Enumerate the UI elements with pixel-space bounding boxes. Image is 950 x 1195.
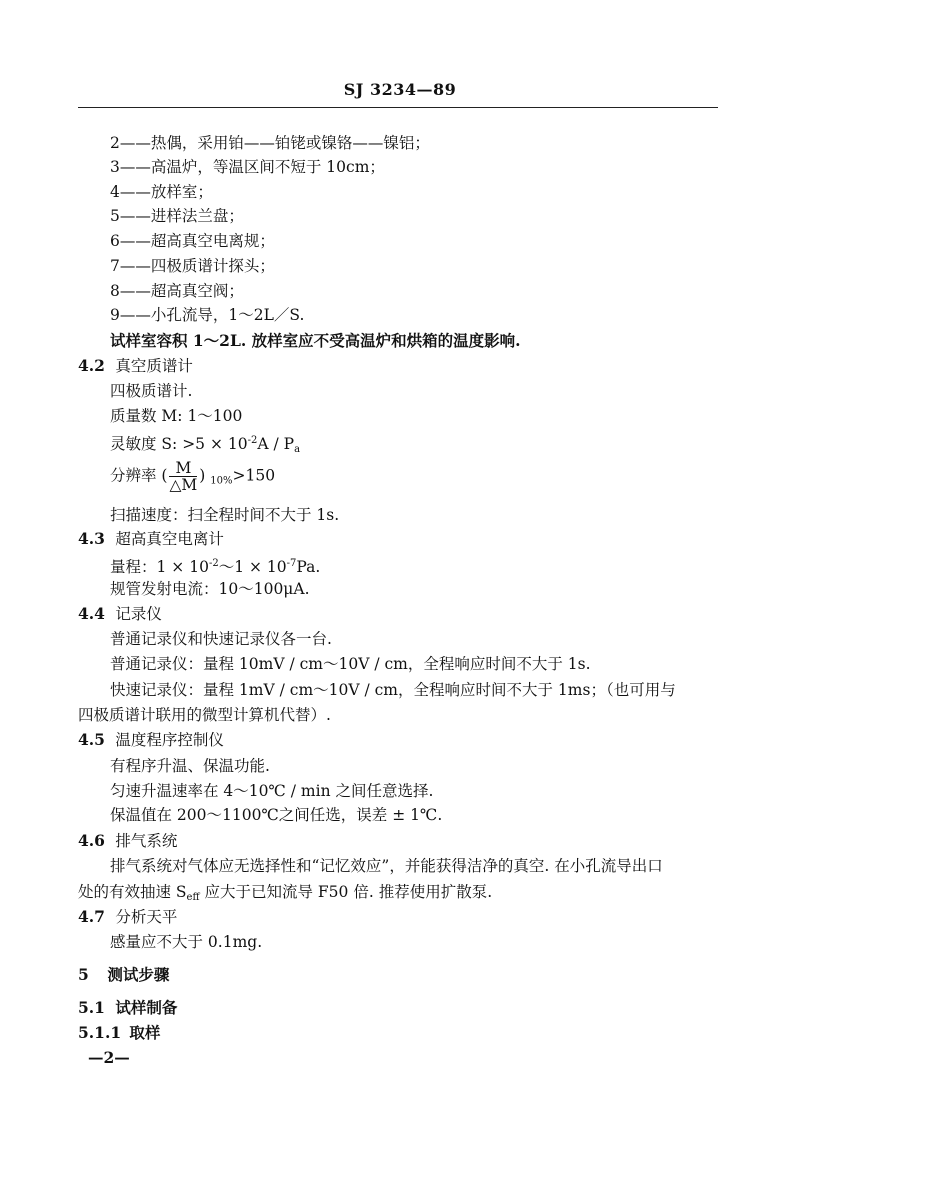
s45-line-1: 有程序升温、保温功能. <box>110 757 270 775</box>
section-4-3-heading <box>78 529 224 549</box>
page-number: —2— <box>88 1048 130 1067</box>
section-number: 4.5 <box>78 730 105 749</box>
range-part-b: ～1 × 10 <box>218 558 287 576</box>
sensitivity-exponent: -2 <box>247 435 258 446</box>
section-number: 4.6 <box>78 831 105 850</box>
document-code-header: SJ 3234—89 <box>343 80 457 99</box>
section-title: 超高真空电离计 <box>115 530 224 548</box>
section-number: 4.2 <box>78 356 105 375</box>
legend-item-6: 6——超高真空电离规； <box>110 232 275 250</box>
range-exp-2: -7 <box>286 558 297 569</box>
section-number: 5.1.1 <box>78 1023 122 1042</box>
section-number: 4.7 <box>78 907 105 926</box>
sensitivity-unit-sub: a <box>294 444 301 455</box>
pump-speed-part-b: 应大于已知流导 F50 倍. 推荐使用扩散泵. <box>199 883 493 901</box>
s44-line-1: 普通记录仪和快速记录仪各一台. <box>110 630 332 648</box>
sensitivity-unit: A / P <box>257 435 295 453</box>
legend-item-7: 7——四极质谱计探头； <box>110 257 275 275</box>
section-title: 温度程序控制仪 <box>115 731 224 749</box>
legend-item-3: 3——高温炉，等温区间不短于 10cm； <box>110 158 385 176</box>
s43-line-2: 规管发射电流：10～100μA. <box>110 580 310 598</box>
section-4-2-heading <box>78 356 193 376</box>
s46-line-2 <box>78 882 492 908</box>
resolution-subscript: 10% <box>210 475 233 487</box>
range-part-a: 量程：1 × 10 <box>110 558 209 576</box>
section-number: 5.1 <box>78 998 105 1017</box>
section-5-1-1-heading <box>78 1023 160 1043</box>
section-5-heading <box>78 965 169 985</box>
s45-line-2: 匀速升温速率在 4～10℃ / min 之间任意选择. <box>110 782 434 800</box>
section-number: 5 <box>78 965 89 984</box>
section-5-1-heading <box>78 998 177 1018</box>
section-4-7-heading <box>78 907 177 927</box>
s44-line-4: 四极质谱计联用的微型计算机代替）. <box>78 706 331 724</box>
s44-line-2: 普通记录仪：量程 10mV / cm～10V / cm，全程响应时间不大于 1s. <box>110 655 591 673</box>
legend-item-5: 5——进样法兰盘； <box>110 207 244 225</box>
s47-line-1: 感量应不大于 0.1mg. <box>110 933 263 951</box>
header-rule <box>78 107 718 108</box>
legend-item-2: 2——热偶，采用铂——铂铑或镍铬——镍铝； <box>110 134 430 152</box>
fraction-numerator: M <box>169 460 197 477</box>
s46-line-1: 排气系统对气体应无选择性和“记忆效应”，并能获得洁净的真空. 在小孔流导出口 <box>110 857 663 875</box>
resolution-fraction <box>169 460 197 493</box>
resolution-prefix: 分辨率 ( <box>110 466 168 485</box>
section-title: 记录仪 <box>115 605 162 623</box>
legend-note: 试样室容积 1～2L. 放样室应不受高温炉和烘箱的温度影响. <box>110 331 521 350</box>
section-title: 试样制备 <box>115 998 178 1017</box>
section-title: 排气系统 <box>115 832 178 850</box>
s42-sensitivity-line <box>110 431 300 460</box>
s42-line-5: 扫描速度：扫全程时间不大于 1s. <box>110 506 340 524</box>
resolution-close-paren: ) <box>199 466 206 485</box>
s44-line-3: 快速记录仪：量程 1mV / cm～10V / cm，全程响应时间不大于 1ms；（也可用与 <box>110 681 676 699</box>
section-title: 分析天平 <box>115 908 178 926</box>
s42-line-2: 质量数 M: 1～100 <box>110 407 243 425</box>
section-number: 4.3 <box>78 529 105 548</box>
resolution-value: >150 <box>232 466 276 485</box>
section-title: 取样 <box>129 1023 161 1042</box>
section-title: 测试步骤 <box>107 965 170 984</box>
section-title: 真空质谱计 <box>115 357 193 375</box>
fraction-denominator: △M <box>169 476 198 494</box>
pump-speed-subscript: eff <box>186 892 200 903</box>
section-4-4-heading <box>78 604 162 624</box>
pump-speed-part-a: 处的有效抽速 S <box>78 883 187 901</box>
s42-resolution-line <box>110 460 275 493</box>
sensitivity-prefix: 灵敏度 S: >5 × 10 <box>110 435 248 453</box>
section-4-5-heading <box>78 730 224 750</box>
section-4-6-heading <box>78 831 177 851</box>
range-part-c: Pa. <box>296 558 321 576</box>
legend-item-4: 4——放样室； <box>110 183 213 201</box>
section-number: 4.4 <box>78 604 105 623</box>
legend-item-8: 8——超高真空阀； <box>110 282 244 300</box>
s45-line-3: 保温值在 200～1100℃之间任选，误差 ± 1℃. <box>110 806 443 824</box>
s43-range-line <box>110 554 320 577</box>
legend-item-9: 9——小孔流导，1～2L／S. <box>110 306 305 324</box>
s42-line-1: 四极质谱计. <box>110 382 193 400</box>
range-exp-1: -2 <box>208 558 219 569</box>
